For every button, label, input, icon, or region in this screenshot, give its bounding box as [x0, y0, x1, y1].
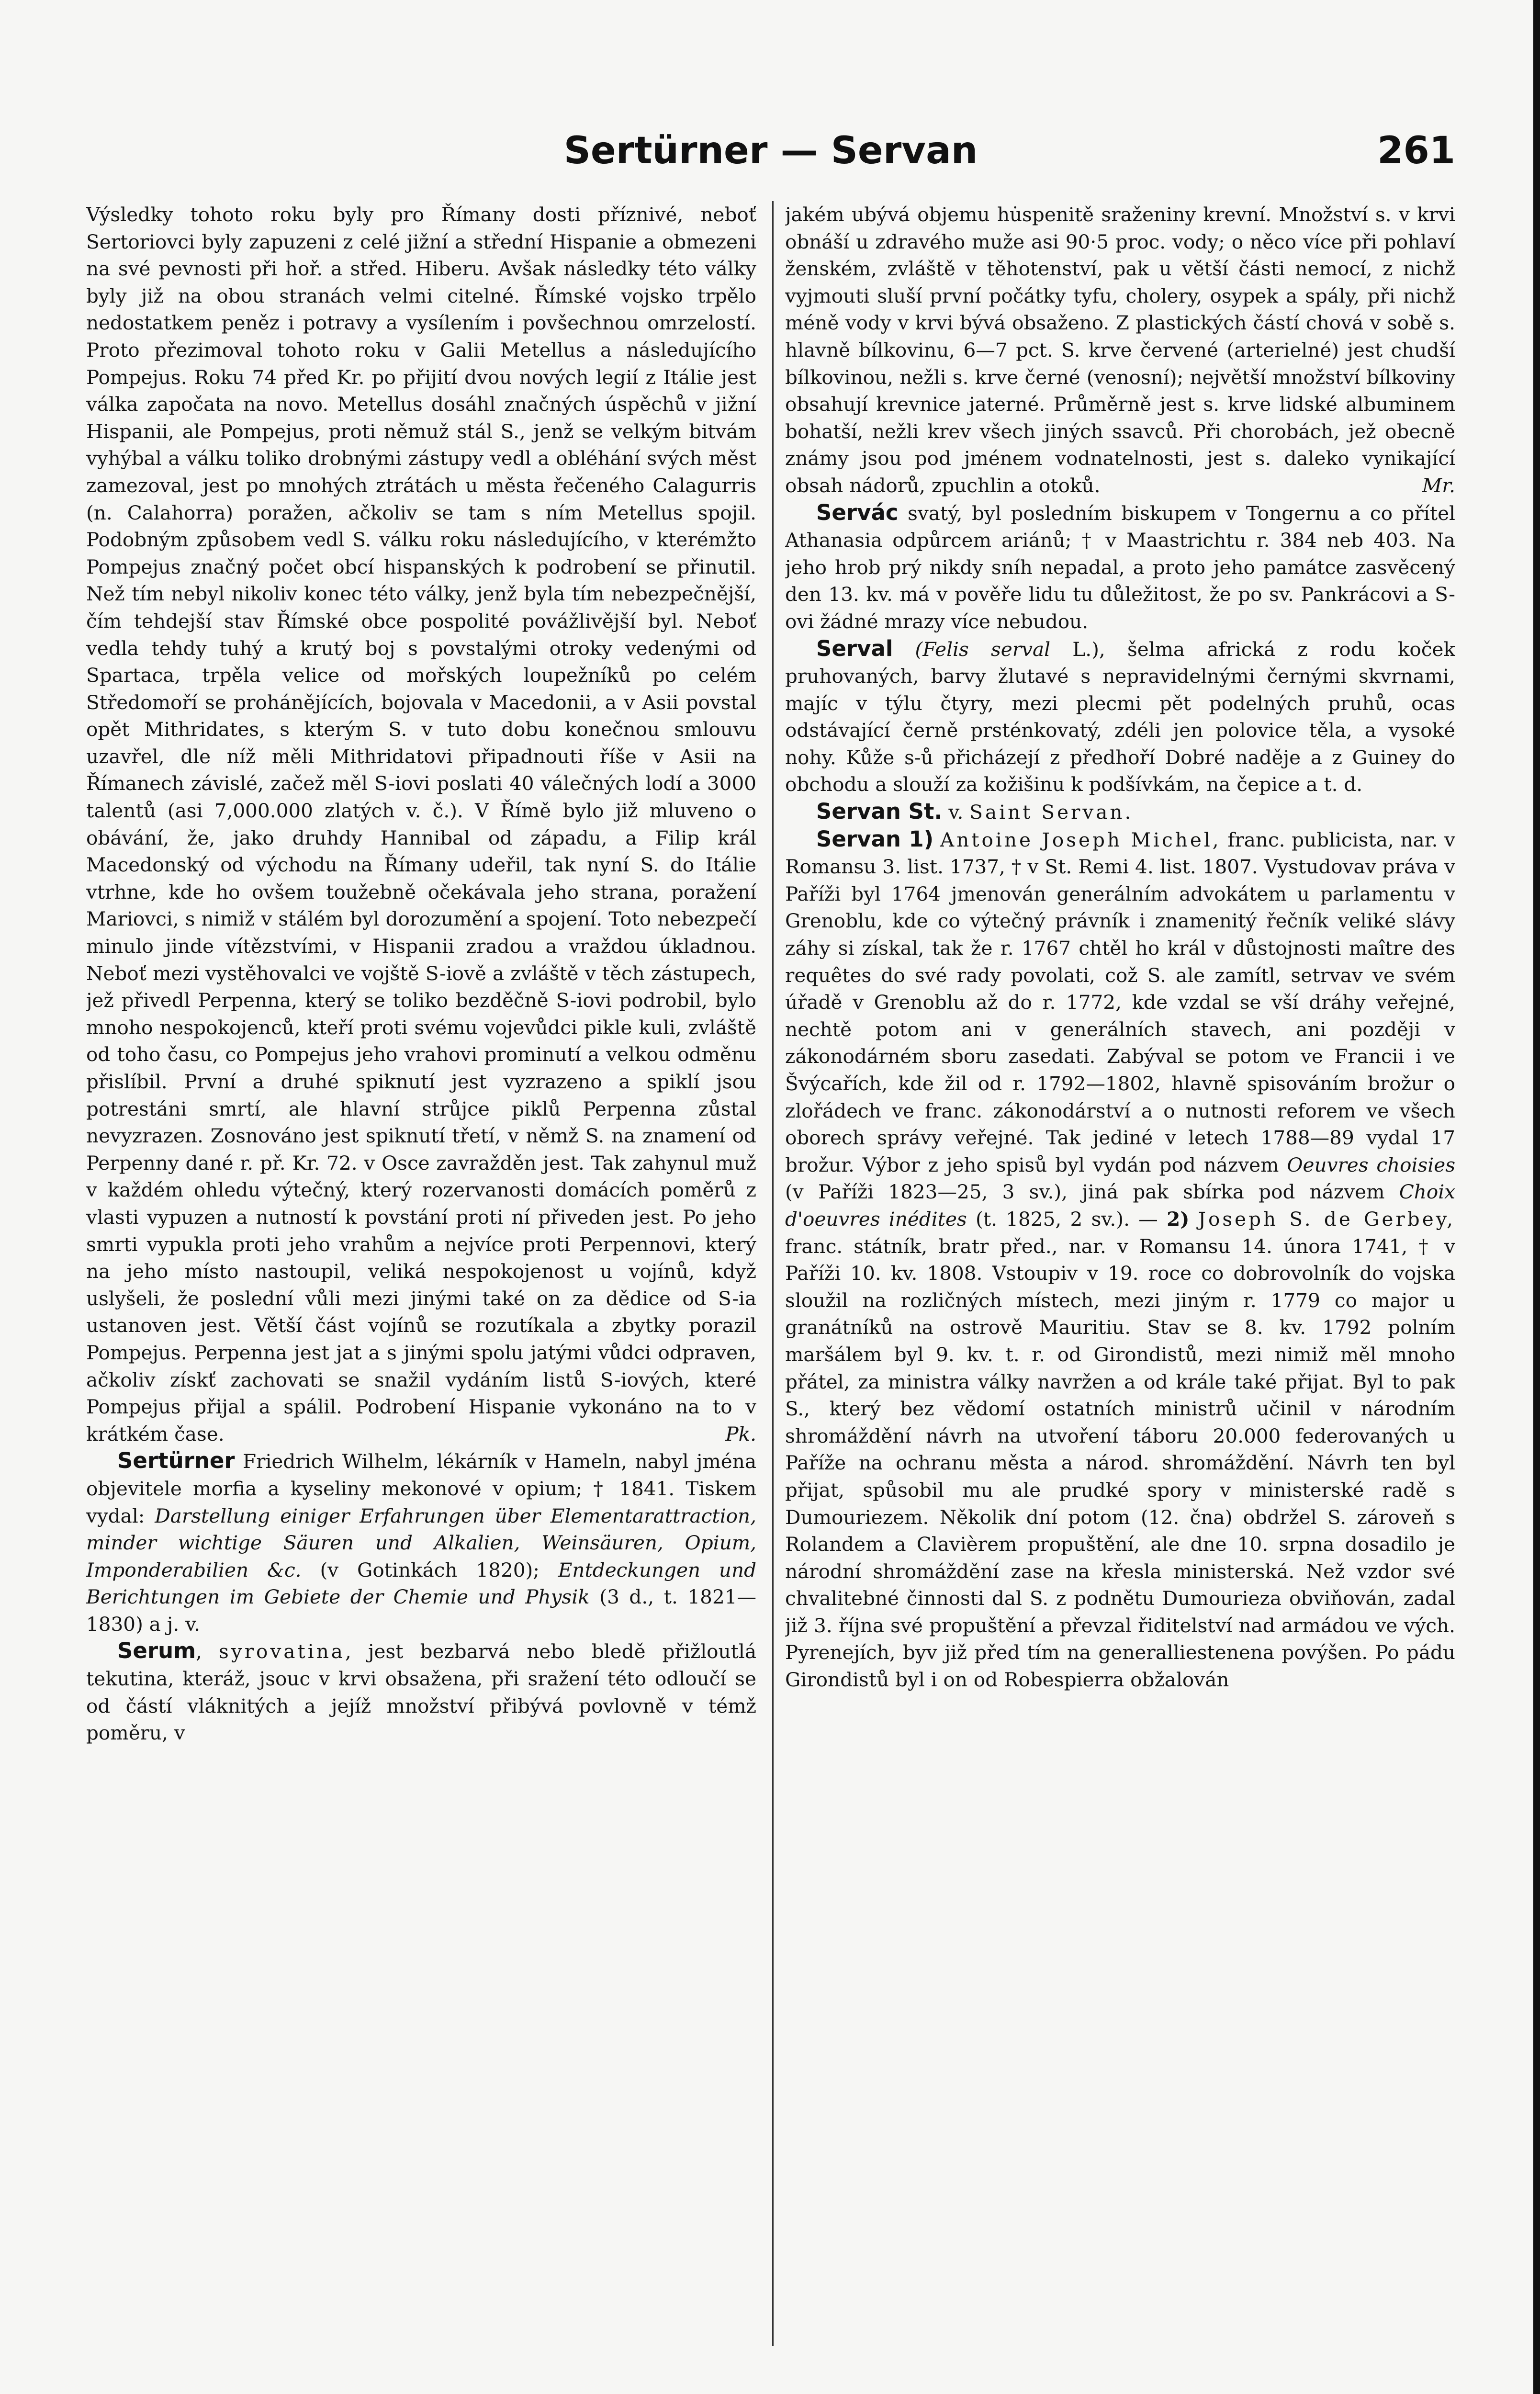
serturner-title-2: Entdeckungen und Berichtungen im Gebiete der Chemie und Physik [86, 1558, 756, 1609]
headword-servan-st: Servan St. [816, 799, 943, 824]
serturner-text-2: (v Gotinkách 1820); [320, 1558, 540, 1581]
servan-st-reference: Saint Servan. [969, 801, 1134, 824]
serum-continuation [785, 201, 1455, 499]
serturner-text-3: (3 d., t. 1821—1830) a j. v. [86, 1585, 756, 1636]
serum-text: jest bezbarvá nebo bledě přižloutlá tekutina, kteráž, jsouc v krvi obsažena, při sražení této odloučí se od částí vláknitých a jejíž množství přibývá povlovně v témž poměru, v [86, 1640, 756, 1745]
serturner-title-1: Darstellung einiger Erfahrungen über Elementarattraction, minder wichtige Säuren und Alkalien, Weinsäuren, Opium, Imponderabilien &c. [86, 1504, 756, 1581]
entry-serturner [86, 1447, 756, 1637]
headword-servan: Servan 1) [816, 826, 934, 852]
servan-text-2: (v Paříži 1823—25, 3 sv.), jiná pak sbírka pod názvem [785, 1180, 1385, 1204]
serum-synonym: syrovatina [219, 1640, 345, 1663]
servan-number-2: 2) [1167, 1207, 1190, 1231]
servan-title-2: Choix d'oeuvres inédites [785, 1180, 1455, 1231]
entry-servac [785, 499, 1455, 635]
right-column [785, 201, 1455, 2375]
column-divider [772, 201, 774, 2346]
headword-servac: Servác [816, 499, 899, 525]
servan-title-1: Oeuvres choisies [1287, 1153, 1455, 1176]
sertorius-continuation [86, 201, 756, 1447]
servan-text-1: franc. publicista, nar. v Romansu 3. list. 1737, † v St. Remi 4. list. 1807. Vystudovav práva v Paříži byl 1764 jmenován generálním advokátem u parlamentu v Grenoblu, kde co výtečný právník i znamenitý řečník veliké slávy záhy si získal, tak že r. 1767 chtěl ho král v důstojnosti maître des requêtes do své rady povolati, což S. ale zamítl, setrvav ve svém úřadě v Grenoblu až do r. 1772, kde vzdal se vší dráhy veřejné, nechtě potom ani v generálních stavech, ani později v zákonodárném sboru zasedati. Zabýval se potom ve Francii i ve Švýcařích, kde žil od r. 1792—1802, hlavně spisováním brožur o zlořádech ve franc. zákonodárství a o nutnosti reforem ve všech oborech správy veřejné. Tak jediné v letech 1788—89 vydal 17 brožur. Výbor z jeho spisů byl vydán pod názvem [785, 828, 1455, 1176]
servac-text: svatý, byl posledním biskupem v Tongernu a co přítel Athanasia odpůrcem ariánů; † v Maastrichtu r. 384 neb 403. Na jeho hrob prý nikdy sníh nepadal, a proto jeho památce zasvěcený den 13. kv. má v pověře lidu tu důležitost, že po sv. Pankrácovi a S-ovi žádné mrazy více nebudou. [785, 501, 1455, 633]
servan-text-3: (t. 1825, 2 sv.). — [976, 1207, 1158, 1231]
headword-serturner: Sertürner [117, 1448, 235, 1474]
headword-serum: Serum [117, 1638, 196, 1664]
servan-name-2: Joseph S. de Gerbey, [1198, 1207, 1455, 1231]
page-number: 261 [1377, 129, 1455, 172]
serturner-text-1: Friedrich Wilhelm, lékárník v Hameln, nabyl jména objevitele morfia a kyseliny mekonové v opium; † 1841. Tiskem vydal: [86, 1450, 756, 1527]
running-header [86, 120, 1455, 172]
author-signature-mr: Mr. [1422, 474, 1455, 497]
serval-text: L.), šelma africká z rodu koček pruhovaných, barvy žlutavé s nepravidelnými černými skvrnami, majíc v týlu čtyry, mezi plecmi pět podelných pruhů, ocas odstávající černě prsténkovatý, zdéli jen polovice těla, a vysoké nohy. Kůže s-ů přicházejí z předhoří Dobré naděje a z Guiney do obchodu a slouží za kožišinu k podšívkám, na čepice a t. d. [785, 637, 1455, 796]
entry-serval [785, 635, 1455, 799]
left-column [86, 201, 756, 2375]
servan-st-text: v. [948, 801, 964, 824]
servan-name-1: Antoine Joseph Michel, [940, 828, 1221, 851]
headword-serval: Serval [816, 635, 893, 661]
servan-text-4: franc. státník, bratr před., nar. v Romansu 14. února 1741, † v Paříži 10. kv. 1808. Vstoupiv v 19. roce co dobrovolník do vojska sloužil na rozličných místech, mezi jiným r. 1779 co major u granátníků na ostrově Mauritiu. Stav se 8. kv. 1792 polním maršálem byl 9. kv. t. r. od Girondistů, mezi nimiž měl mnoho přátel, za ministra války navržen a od krále také přijat. Byl to pak S., který bez vědomí ostatních ministrů učinil v národním shromáždění návrh na utvoření táboru 20.000 federovaných u Paříže na ochranu města a národ. shromáždění. Návrh ten byl přijat, spůsobil mu ale prudké spory v ministerské radě s Dumouriezem. Několik dní potom (12. čna) obdržel S. zároveň s Rolandem a Clavièrem propuštění, ale dne 10. srpna dosadilo je národní shromáždění zase na křesla ministerská. Než vzdor své chvalitebné činnosti dal S. z podnětu Dumourieza obviňován, zadal již 3. října své propuštění a převzal řiditelství nad armádou ve vých. Pyrenejích, byv již před tím na generalliestenena povýšen. Po pádu Girondistů byl i on od Robespierra obžalován [785, 1234, 1455, 1692]
entry-serum: Serum, syrovatina, jest bezbarvá nebo bledě přižloutlá tekutina, kteráž, jsouc v krvi obsažena, při sražení této odloučí se od částí vláknitých a jejíž množství přibývá povlovně v témž poměru, v [86, 1638, 756, 1745]
serval-latin-name: (Felis serval [915, 637, 1051, 661]
author-signature-pk: Pk. [725, 1422, 756, 1445]
entry-servan-st [785, 798, 1455, 826]
header-title: Sertürner — Servan [563, 129, 978, 172]
serum-continuation-text: jakém ubývá objemu hu̇spenitě sraženiny krevní. Množství s. v krvi obnáší u zdravého muže asi 90·5 proc. vody; o něco více při pohlaví ženském, zvláště v těhotenství, pak u větší části nemocí, z nichž vyjmouti sluší první počátky tyfu, cholery, osypek a spály, při nichž méně vody v krvi bývá obsaženo. Z plastických částí chová v sobě s. hlavně bílkovinu, 6—7 pct. S. krve červené (arterielné) jest chudší bílkovinou, nežli s. krve černé (venosní); největší množství bílkoviny obsahují krevnice jaterné. Průměrně jest s. krve lidské albuminem bohatší, nežli krev všech jiných ssavců. Při chorobách, jež obecně známy jsou pod jménem vodnatelnosti, jest s. daleko vynikající obsah nádorů, zpuchlin a otoků. [785, 203, 1455, 497]
sertorius-text: Výsledky tohoto roku byly pro Římany dosti příznivé, neboť Sertoriovci byly zapuzeni z celé jižní a střední Hispanie a obmezeni na své pevnosti při hoř. a střed. Hiberu. Avšak následky této války byly již na obou stranách velmi citelné. Římské vojsko trpělo nedostatkem peněz i potravy a vysílením i povšechnou omrzelostí. Proto přezimoval tohoto roku v Galii Metellus a následujícího Pompejus. Roku 74 před Kr. po přijití dvou nových legií z Itálie jest válka započata na novo. Metellus dosáhl značných úspěchů v jižní Hispanii, ale Pompejus, proti němuž stál S., jenž se velkým bitvám vyhýbal a válku toliko drobnými zástupy vedl a obléhání svých měst zamezoval, jest po mnohých ztrátách u města řečeného Calagurris (n. Calahorra) poražen, ačkoliv se tam s ním Metellus spojil. Podobným způsobem vedl S. válku roku následujícího, v kterémžto Pompejus značný počet obcí hispanských k podrobení se přinutil. Než tím nebyl nikoliv konec této války, jenž byla tím nebezpečnější, čím tehdejší stav Římské obce pospolité povážlivější byl. Neboť vedla tehdy tuhý a krutý boj s povstalými otroky vedenými od Spartaca, trpěla velice od mořských loupežníků po celém Středomoří se prohánějících, bojovala v Macedonii, a v Asii povstal opět Mithridates, s kterým S. v tuto dobu konečnou smlouvu uzavřel, dle níž měli Mithridatovi připadnouti říše v Asii na Římanech závislé, začež měl S-iovi poslati 40 válečných lodí a 3000 talentů (asi 7,000.000 zlatých v. č.). V Římě bylo již mluveno o obávání, že, jako druhdy Hannibal od západu, a Filip král Macedonský od východu na Římany udeřil, tak nyní S. do Itálie vtrhne, kde ho ovšem toužebně očekávala jeho strana, poražení Mariovci, s nimiž v stálém byl dorozumění a spojení. Toto nebezpečí minulo jinde vítězstvími, v Hispanii zradou a vraždou úkladnou. Neboť mezi vystěhovalci ve vojště S-iově a zvláště v těch zástupech, jež přivedl Perpenna, který se toliko bezděčně S-iovi podrobil, bylo mnoho nespokojenců, kteří proti svému vojevůdci pikle kuli, zvláště od toho času, co Pompejus jeho vrahovi prominutí a velkou odměnu přislíbil. První a druhé spiknutí jest vyzrazeno a spiklí jsou potrestáni smrtí, ale hlavní strůjce piklů Perpenna zůstal nevyzrazen. Zosnováno jest spiknutí třetí, v němž S. na znamení od Perpenny dané r. př. Kr. 72. v Osce zavražděn jest. Tak zahynul muž v každém ohledu výtečný, který rozervanosti domácích poměrů z vlasti vypuzen a nutností k povstání proti ní přiveden jest. Po jeho smrti vypukla proti jeho vrahům a nejvíce proti Perpennovi, který na jeho místo nastoupil, veliká nespokojenost u vojínů, když uslyšeli, že poslední vůli mezi jinými také on za dědice od S-ia ustanoven jest. Větší část vojínů se rozutíkala a zbytky porazil Pompejus. Perpenna jest jat a s jinými spolu jatými vůdci odpraven, ačkoliv získť zachovati se snažil vydáním listů S-iových, které Pompejus přijal a spálil. Podrobení Hispanie vykonáno na to v krátkém čase. [86, 203, 756, 1445]
entry-servan [785, 826, 1455, 1694]
scan-edge [1533, 0, 1540, 2394]
